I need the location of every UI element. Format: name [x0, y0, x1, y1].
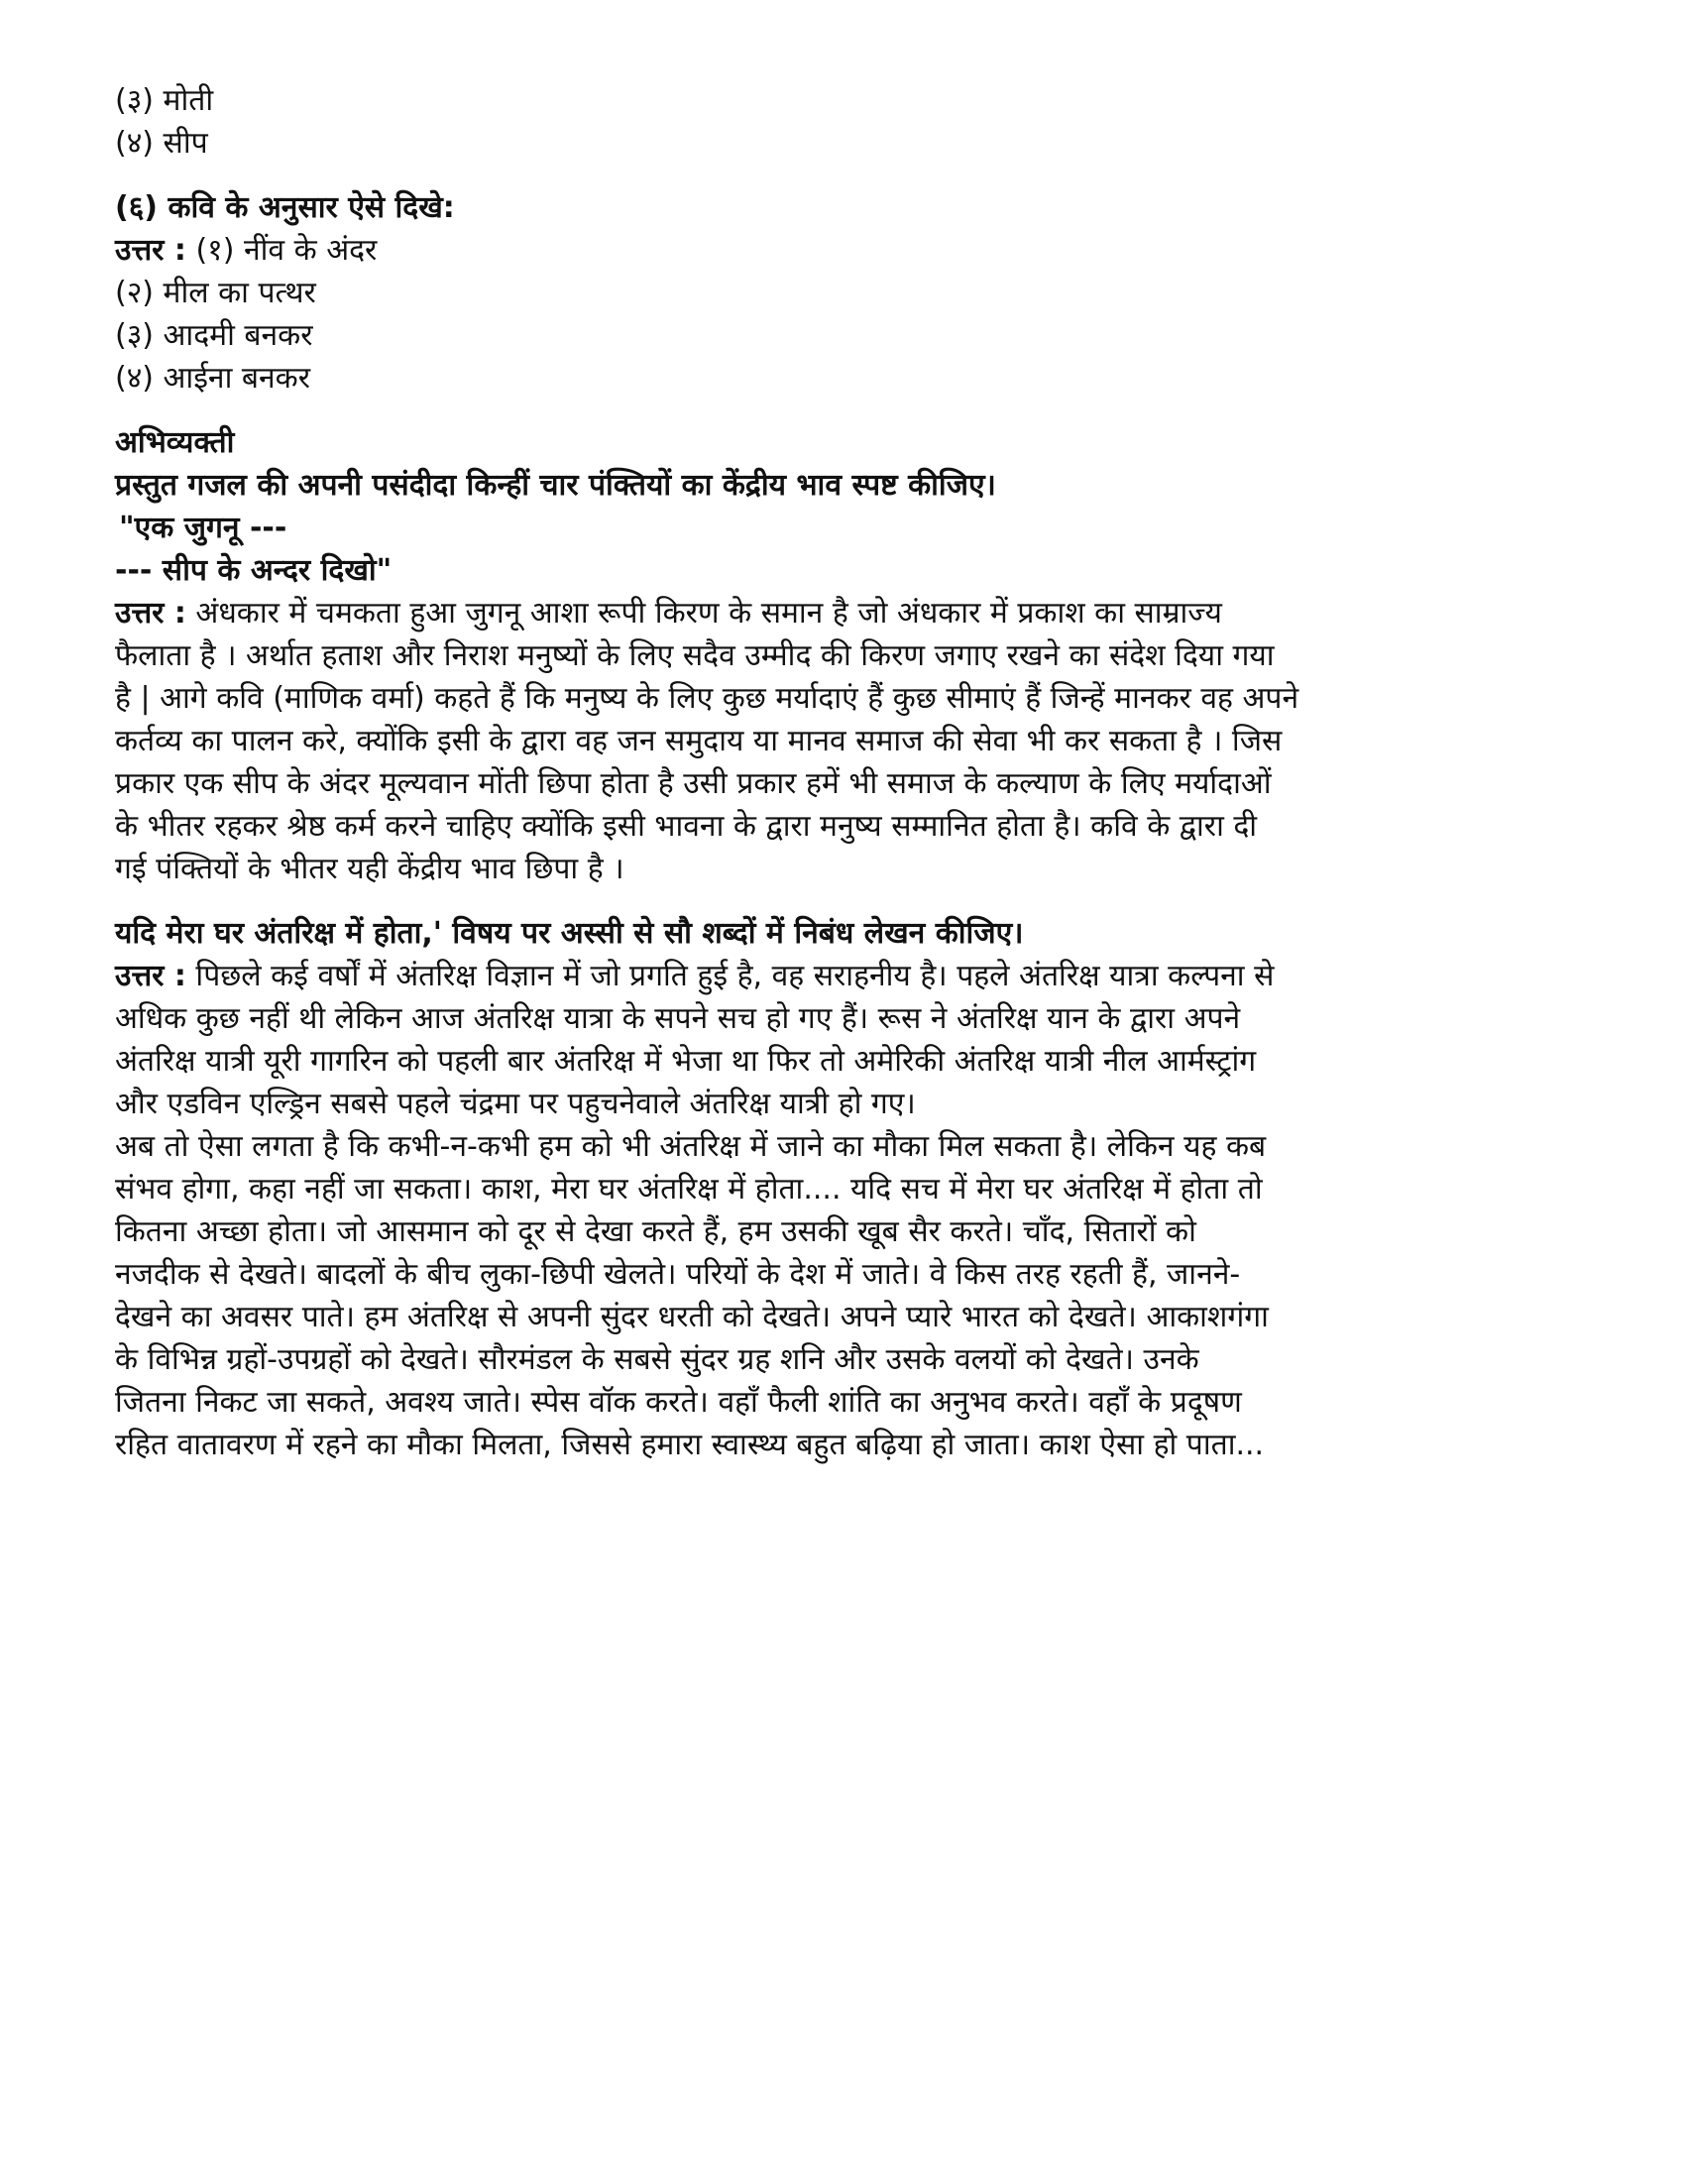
answer-label: उत्तर : [115, 596, 186, 631]
paragraph-line: अधिक कुछ नहीं थी लेकिन आज अंतरिक्ष यात्रा के सपने सच हो गए हैं। रूस ने अंतरिक्ष यान के द्वारा अपने [115, 1001, 1241, 1036]
essay-paragraph [115, 955, 1582, 1466]
paragraph-line: पिछले कई वर्षों में अंतरिक्ष विज्ञान में जो प्रगति हुई है, वह सराहनीय है। पहले अंतरिक्ष यात्रा कल्पना से [185, 959, 1275, 993]
question-heading: (६) कवि के अनुसार ऐसे दिखे: [115, 190, 455, 225]
document-page [115, 79, 1582, 1466]
paragraph-line: संभव होगा, कहा नहीं जा सकता। काश, मेरा घर अंतरिक्ष में होता.... यदि सच में मेरा घर अंतरिक्ष में होता तो [115, 1172, 1263, 1207]
answer-label: उत्तर : [115, 233, 186, 268]
list-item: (३) मोती [115, 83, 214, 118]
paragraph-line: रहित वातावरण में रहने का मौका मिलता, जिससे हमारा स्वास्थ्य बहुत बढ़िया हो जाता। काश ऐसा हो पाता... [115, 1428, 1265, 1462]
answer-item: (४) आईना बनकर [115, 361, 310, 396]
answer-label: उत्तर : [115, 959, 186, 993]
paragraph-line: जितना निकट जा सकते, अवश्य जाते। स्पेस वॉक करते। वहाँ फैली शांति का अनुभव करते। वहाँ के प्रदूषण [115, 1385, 1242, 1420]
paragraph-line: गई पंक्तियों के भीतर यही केंद्रीय भाव छिपा है । [115, 852, 624, 886]
paragraph-line: अंतरिक्ष यात्री यूरी गागरिन को पहली बार अंतरिक्ष में भेजा था फिर तो अमेरिकी अंतरिक्ष यात्री नील आर्मस्ट्रांग [115, 1044, 1257, 1079]
quote-line: "एक जुगनू --- [119, 511, 287, 545]
answer-line [115, 229, 1582, 272]
paragraph-line: कितना अच्छा होता। जो आसमान को दूर से देखा करते हैं, हम उसकी खूब सैर करते। चाँद, सितारों को [115, 1214, 1196, 1249]
paragraph-line: कर्तव्य का पालन करे, क्योंकि इसी के द्वारा वह जन समुदाय या मानव समाज की सेवा भी कर सकता है । जिस [115, 724, 1283, 758]
answer-item: (३) आदमी बनकर [115, 318, 313, 353]
list-item: (४) सीप [115, 126, 208, 161]
paragraph-line: अंधकार में चमकता हुआ जुगनू आशा रूपी किरण के समान है जो अंधकार में प्रकाश का साम्राज्य [185, 596, 1222, 631]
answer-item: (१) नींव के अंदर [195, 233, 378, 268]
answer-item: (२) मील का पत्थर [115, 276, 316, 310]
paragraph-line: के विभिन्न ग्रहों-उपग्रहों को देखते। सौरमंडल के सबसे सुंदर ग्रह शनि और उसके वलयों को देखते। उनके [115, 1342, 1199, 1377]
question-text: प्रस्तुत गजल की अपनी पसंदीदा किन्हीं चार पंक्तियों का केंद्रीय भाव स्पष्ट कीजिए। [115, 468, 996, 503]
paragraph-line: के भीतर रहकर श्रेष्ठ कर्म करने चाहिए क्योंकि इसी भावना के द्वारा मनुष्य सम्मानित होता है। कवि के द्वारा दी [115, 809, 1258, 844]
paragraph-line: प्रकार एक सीप के अंदर मूल्यवान मोंती छिपा होता है उसी प्रकार हमें भी समाज के कल्याण के लिए मर्यादाओं [115, 766, 1272, 801]
answer-paragraph [115, 592, 1582, 890]
question-text: यदि मेरा घर अंतरिक्ष में होता,' विषय पर अस्सी से सौ शब्दों में निबंध लेखन कीजिए। [115, 916, 1024, 951]
paragraph-line: है | आगे कवि (माणिक वर्मा) कहते हैं कि मनुष्य के लिए कुछ मर्यादाएं हैं कुछ सीमाएं हैं जिन्हें मानकर वह अपने [115, 681, 1299, 716]
paragraph-line: और एडविन एल्ड्रिन सबसे पहले चंद्रमा पर पहुचनेवाले अंतरिक्ष यात्री हो गए। [115, 1087, 916, 1121]
quote-line: --- सीप के अन्दर दिखो" [115, 553, 393, 588]
paragraph-line: देखने का अवसर पाते। हम अंतरिक्ष से अपनी सुंदर धरती को देखते। अपने प्यारे भारत को देखते। आकाशगंगा [115, 1300, 1269, 1334]
paragraph-line: अब तो ऐसा लगता है कि कभी-न-कभी हम को भी अंतरिक्ष में जाने का मौका मिल सकता है। लेकिन यह कब [115, 1129, 1267, 1164]
paragraph-line: फैलाता है । अर्थात हताश और निराश मनुष्यों के लिए सदैव उम्मीद की किरण जगाए रखने का संदेश दिया गया [115, 638, 1275, 673]
section-heading: अभिव्यक्ती [115, 425, 235, 460]
paragraph-line: नजदीक से देखते। बादलों के बीच लुका-छिपी खेलते। परियों के देश में जाते। वे किस तरह रहती हैं, जानने- [115, 1257, 1241, 1292]
